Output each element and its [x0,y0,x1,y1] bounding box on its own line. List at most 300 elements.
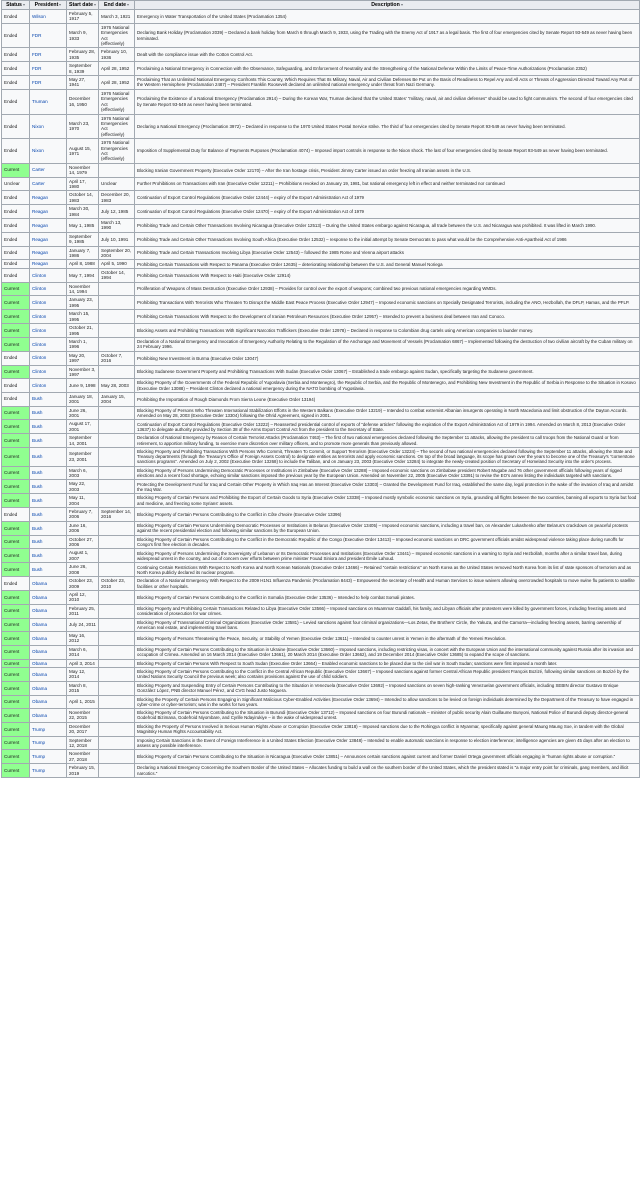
start-date-cell: August 15, 1971 [67,139,99,164]
table-row [2,722,640,736]
status-cell: Current [2,434,30,448]
col-status[interactable]: Status [2,1,30,10]
status-cell: Current [2,604,30,618]
status-cell: Ended [2,219,30,233]
end-date-cell [99,324,135,338]
end-date-cell [99,466,135,480]
table-body [2,10,640,778]
president-cell[interactable]: Obama [30,667,67,681]
description-cell: Prohibiting Certain Transactions With Respect to the Development of Iranian Petroleum Resources (Executive Order 12957) – Intended to prevent a business deal between Iran and Conoco. [135,310,640,324]
status-cell: Ended [2,508,30,522]
president-cell[interactable]: Bush [30,466,67,480]
national-emergencies-table [1,0,640,778]
president-cell[interactable]: Reagan [30,191,67,205]
table-row [2,508,640,522]
president-cell[interactable]: Bush [30,406,67,420]
end-date-cell: September 14, 2016 [99,508,135,522]
start-date-cell: June 9, 1998 [67,379,99,392]
end-date-cell [99,736,135,750]
table-row [2,365,640,379]
start-date-cell: November 3, 1997 [67,365,99,379]
president-cell[interactable]: Bush [30,549,67,563]
end-date-cell: March 13, 1990 [99,219,135,233]
end-date-cell [99,549,135,563]
end-date-cell [99,618,135,631]
status-cell: Ended [2,48,30,62]
description-cell: Prohibiting Trade and Certain Other Transactions Involving South Africa (Executive Order 12532) – response to the initial attempt by Senate Democrats to pass what would be the Comprehensive Anti-Apartheid Act of 1986 [135,232,640,246]
description-cell: Declaring Bank Holiday (Proclamation 2039) – Declared a bank holiday from March 6 through March 9, 1933, using the Trading with the Enemy Act of 1917 as a legal basis. The first of four emergencies cited by Senate Report 93-549 as never having been terminated. [135,23,640,48]
end-date-cell: July 12, 1985 [99,205,135,219]
president-cell[interactable]: Trump [30,764,67,778]
end-date-cell: 1976 National Emergencies Act (effectively) [99,114,135,139]
end-date-cell: December 20, 1983 [99,191,135,205]
end-date-cell [99,337,135,351]
table-row [2,695,640,708]
table-row [2,631,640,645]
end-date-cell: July 10, 1991 [99,232,135,246]
start-date-cell: May 20, 1997 [67,351,99,365]
description-cell: Blocking Property of Certain Persons Contributing to the Conflict in Somalia (Executive Order 13536) – Intended to help combat Somali pirates. [135,590,640,604]
table-row [2,219,640,233]
president-cell[interactable]: Reagan [30,219,67,233]
description-cell: Prohibiting Transactions With Terrorists Who Threaten To Disrupt the Middle East Peace Process (Executive Order 12947) – Imposed economic sanctions on Specially Designated Terrorists, including the ANO, Hezbollah, the DFLP, Hamas, and the PFLP. [135,296,640,310]
start-date-cell: February 15, 2019 [67,764,99,778]
end-date-cell [99,296,135,310]
start-date-cell: September 8, 1939 [67,62,99,76]
president-cell[interactable]: FDR [30,48,67,62]
end-date-cell: 1976 National Emergencies Act (effectively) [99,139,135,164]
start-date-cell: November 14, 1979 [67,163,99,177]
start-date-cell: September 23, 2001 [67,448,99,467]
status-cell: Ended [2,62,30,76]
end-date-cell: February 10, 1936 [99,48,135,62]
status-cell: Current [2,764,30,778]
status-cell: Ended [2,191,30,205]
end-date-cell [99,494,135,508]
status-cell: Current [2,420,30,434]
end-date-cell: October 14, 1994 [99,268,135,282]
president-cell[interactable]: Clinton [30,324,67,338]
description-cell: Emergency in Water Transportation of the United States (Proclamation 1354) [135,10,640,24]
description-cell: Declaring a National Emergency (Proclamation 3972) – Declared in response to the 1970 United States Postal Service strike. The third of four emergencies cited by Senate Report 93-549 as never having been terminated. [135,114,640,139]
status-cell: Current [2,736,30,750]
end-date-cell [99,695,135,708]
status-cell: Ended [2,577,30,591]
end-date-cell [99,722,135,736]
president-cell[interactable]: Trump [30,750,67,764]
description-cell: Continuation of Export Control Regulations (Executive Order 13222) – Reasserted presidential control of exports of "defense articles" following the expiration of the Export Administration Act of 1979 in 1994. Amended on March 8, 2013 (Executive Order 13637) to delegate authority provided by Section 38 of the Arms Export Control Act from the president to the Secretary of State. [135,420,640,434]
start-date-cell: June 16, 2006 [67,521,99,535]
end-date-cell [99,590,135,604]
president-cell[interactable]: Obama [30,695,67,708]
status-cell: Current [2,631,30,645]
table-row [2,618,640,631]
status-cell: Current [2,681,30,695]
table-row [2,448,640,467]
description-cell: Proclaiming the Existence of a National Emergency (Proclamation 2914) – During the Korean War, Truman declared that the United States' "military, naval, air and civilian defenses" should be used to fight communism. The second of four emergencies cited by Senate Report 93-549 as never having been terminated. [135,89,640,114]
start-date-cell: March 6, 2014 [67,645,99,659]
president-cell[interactable]: Obama [30,659,67,667]
start-date-cell: May 1, 1985 [67,219,99,233]
status-cell: Current [2,163,30,177]
start-date-cell: July 24, 2011 [67,618,99,631]
table-row [2,392,640,406]
end-date-cell [99,709,135,723]
sort-icon[interactable] [94,4,96,6]
end-date-cell [99,764,135,778]
status-cell: Current [2,549,30,563]
president-cell[interactable]: Obama [30,604,67,618]
table-row [2,590,640,604]
end-date-cell [99,631,135,645]
table-row [2,76,640,90]
president-cell[interactable]: Bush [30,563,67,577]
end-date-cell: May 28, 2003 [99,379,135,392]
president-cell[interactable]: Bush [30,508,67,522]
status-cell: Current [2,695,30,708]
end-date-cell: April 5, 1990 [99,260,135,268]
description-cell: Imposing Certain Sanctions in the Event of Foreign Interference in a United States Election (Executive Order 13848) – Intended to enable automatic sanctions in response to election interference; intelligence agencies are given 45 days after an election to assess any possible interference. [135,736,640,750]
status-cell: Current [2,722,30,736]
end-date-cell [99,448,135,467]
description-cell: Blocking Iranian Government Property (Executive Order 12170) – After the Iran hostage crisis, President Jimmy Carter issued an order freezing all Iranian assets in the U.S. [135,163,640,177]
start-date-cell: February 25, 2011 [67,604,99,618]
president-cell[interactable]: Wilson [30,10,67,24]
start-date-cell: May 22, 2003 [67,480,99,494]
sort-icon[interactable] [59,4,61,6]
header-row [2,1,640,10]
status-cell: Ended [2,139,30,164]
start-date-cell: February 28, 1935 [67,48,99,62]
president-cell[interactable]: Reagan [30,232,67,246]
col-president[interactable]: President [30,1,67,10]
table-row [2,268,640,282]
end-date-cell [99,365,135,379]
president-cell[interactable]: Obama [30,645,67,659]
start-date-cell: October 14, 1983 [67,191,99,205]
president-cell[interactable]: Bush [30,434,67,448]
table-row [2,480,640,494]
start-date-cell: April 17, 1980 [67,177,99,191]
table-row [2,351,640,365]
status-cell: Current [2,645,30,659]
president-cell[interactable]: Reagan [30,260,67,268]
start-date-cell: May 7, 1994 [67,268,99,282]
status-cell: Current [2,296,30,310]
status-cell: Current [2,750,30,764]
table-row [2,296,640,310]
start-date-cell: February 5, 1917 [67,10,99,24]
president-cell[interactable]: Truman [30,89,67,114]
start-date-cell: March 15, 1995 [67,310,99,324]
president-cell[interactable]: Bush [30,480,67,494]
table-row [2,577,640,591]
start-date-cell: January 18, 2001 [67,392,99,406]
description-cell: Blocking Property of Certain Persons Contributing to the Conflict in Côte d'Ivoire (Executive Order 13396) [135,508,640,522]
table-row [2,420,640,434]
description-cell: Blocking Property of Persons Who Threaten International Stabilization Efforts in the Western Balkans (Executive Order 13219) – Intended to combat extremist Albanian insurgents operating in North Macedonia and limit obstruction of the Dayton Accords. Amended on May 28, 2003 (Executive Order 13304) following the Ohrid Agreement, signed in 2001. [135,406,640,420]
description-cell: Blocking Property of the Governments of the Federal Republic of Yugoslavia (Serbia and Montenegro), the Republic of Serbia, and the Republic of Montenegro, and Prohibiting New Investment in the Republic of Serbia in Response to the Situation in Kosovo (Executive Order 13088) – President Clinton declared a national emergency during the NATO bombing of Yugoslavia. [135,379,640,392]
end-date-cell [99,282,135,296]
end-date-cell [99,480,135,494]
description-cell: Blocking Property of Certain Persons Undermining Democratic Processes or Institutions in Belarus (Executive Order 13405) – Imposed economic sanctions, including a travel ban, on Alexander Lukashenko after Belarus's crackdown on peaceful protests against the recent presidential election and following similar sanctions by the European Union. [135,521,640,535]
president-cell[interactable]: Bush [30,392,67,406]
end-date-cell [99,420,135,434]
description-cell: Proliferation of Weapons of Mass Destruction (Executive Order 12938) – Provides for control over the export of weapons; combined two previous national emergencies regarding WMDs. [135,282,640,296]
president-cell[interactable]: Reagan [30,205,67,219]
president-cell[interactable]: Trump [30,736,67,750]
description-cell: Blocking the Property of Certain Persons Engaging in Significant Malicious Cyber-Enabled Activities (Executive Order 13694) – Intended to allow sanctions to be levied on foreign individuals determined by the Department of the Treasury to have engaged in cyber-crime or cyber-terrorism; was in the works for two years. [135,695,640,708]
table-row [2,659,640,667]
start-date-cell: November 27, 2018 [67,750,99,764]
end-date-cell: 1976 National Emergencies Act (effectively) [99,89,135,114]
col-description[interactable]: Description [135,1,640,10]
end-date-cell [99,604,135,618]
description-cell: Blocking Property of Certain Persons Contributing to the Situation in Burundi (Executive Order 13712) – Imposed sanctions on four Burundi nationals – minister of public security Alain Guillaume Bunyoni, National Police of Burundi deputy director-general Godefroid Bizimana, Godefroid Niyombare, and Cyrille Ndayirukiye – in the wake of widespread unrest. [135,709,640,723]
end-date-cell: Unclear [99,177,135,191]
president-cell[interactable]: Obama [30,709,67,723]
end-date-cell: April 28, 1952 [99,76,135,90]
end-date-cell [99,535,135,549]
president-cell[interactable]: Carter [30,163,67,177]
table-row [2,205,640,219]
start-date-cell: October 23, 2009 [67,577,99,591]
start-date-cell: March 23, 1970 [67,114,99,139]
president-cell[interactable]: Clinton [30,296,67,310]
table-row [2,324,640,338]
description-cell: Dealt with the compliance issue with the Cotton Control Act. [135,48,640,62]
description-cell: Blocking Property of Persons Undermining Democratic Processes or Institutions in Zimbabwe (Executive Order 13288) – Imposed economic sanctions on Zimbabwe president Robert Mugabe and 76 other government officials following years of rigged elections and a recent food shortage, echoing similar sanctions imposed the previous year by the European Union. Amended on November 22, 2005 (Executive Order 13391) to revise the EO's annex listing the individuals targeted with sanctions. [135,466,640,480]
status-cell: Ended [2,246,30,260]
description-cell: Blocking Property of Transnational Criminal Organizations (Executive Order 13581) – Levied sanctions against four criminal organizations—Los Zetas, the Brothers' Circle, the Yakuza, and the Camorra—including freezing assets, barring ownership of American real estate, and implementing travel bans. [135,618,640,631]
table-row [2,466,640,480]
description-cell: Proclaiming That an Unlimited National Emergency Confronts This Country, Which Requires That Its Military, Naval, Air and Civilian Defenses Be Put on the Basis of Readiness to Repel Any and All Acts or Threats of Aggression Directed Toward Any Part of the Western Hemisphere (Proclamation 2487) – President Franklin Roosevelt declared an unlimited national emergency under threat from Nazi Germany. [135,76,640,90]
start-date-cell: January 23, 1995 [67,296,99,310]
start-date-cell: May 11, 2004 [67,494,99,508]
status-cell: Ended [2,89,30,114]
end-date-cell [99,406,135,420]
president-cell[interactable]: Clinton [30,310,67,324]
table-row [2,62,640,76]
description-cell: Continuing Certain Restrictions With Respect to North Korea and North Korean Nationals (Executive Order 13466) – Retained "certain restrictions" on North Korea as the United States removed North Korea from its list of state sponsors of terrorism and as North Korea publicly declared its nuclear program. [135,563,640,577]
status-cell: Current [2,310,30,324]
description-cell: Prohibiting Certain Transactions With Respect to Haiti (Executive Order 12914) [135,268,640,282]
president-cell[interactable]: Trump [30,722,67,736]
status-cell: Current [2,563,30,577]
table-row [2,23,640,48]
president-cell[interactable]: Nixon [30,114,67,139]
description-cell: Blocking Property of Persons Threatening the Peace, Security, or Stability of Yemen (Executive Order 13611) – Intended to counter unrest in Yemen in the aftermath of the Yemeni Revolution. [135,631,640,645]
description-cell: Blocking Property and Suspending Entry of Certain Persons Contributing to the Situation in Venezuela (Executive Order 13692) – Imposed sanctions on seven high-ranking Venezuelan government officials, including SEBIN director Gustavo Enrique González López, PNB director Manuel Pérez, and CVG head Justo Noguera. [135,681,640,695]
description-cell: Blocking Property of Certain Persons With Respect to South Sudan (Executive Order 13664) – Enabled economic sanctions to be placed due to the civil war in South Sudan; sanctions were first imposed a month later. [135,659,640,667]
table-row [2,406,640,420]
status-cell: Current [2,324,30,338]
president-cell[interactable]: Obama [30,577,67,591]
description-cell: Continuation of Export Control Regulations (Executive Order 12444) – expiry of the Export Administration Act of 1979 [135,191,640,205]
table-row [2,604,640,618]
description-cell: Prohibiting Trade and Certain Transactions Involving Libya (Executive Order 12543) – followed the 1985 Rome and Vienna airport attacks [135,246,640,260]
status-cell: Ended [2,114,30,139]
table-row [2,563,640,577]
status-cell: Ended [2,10,30,24]
start-date-cell: March 9, 1933 [67,23,99,48]
description-cell: Imposition of Supplemental Duty for Balance of Payments Purposes (Proclamation 4074) – Imposed import controls in response to the Nixon shock. The last of four emergencies cited by Senate Report 93-549 as never having been terminated. [135,139,640,164]
table-row [2,379,640,392]
sort-icon[interactable] [23,4,25,6]
end-date-cell: September 20, 2004 [99,246,135,260]
start-date-cell: March 30, 1984 [67,205,99,219]
status-cell: Current [2,337,30,351]
president-cell[interactable]: Obama [30,590,67,604]
end-date-cell: 1976 National Emergencies Act (effectively) [99,23,135,48]
start-date-cell: June 26, 2008 [67,563,99,577]
description-cell: Blocking Property of Certain Persons Contributing to the Situation in Nicaragua (Executive Order 13851) – Announces certain sanctions against current and former Daniel Ortega government officials engaging in "human rights abuse or corruption." [135,750,640,764]
status-cell: Current [2,618,30,631]
status-cell: Current [2,406,30,420]
description-cell: Declaration of a National Emergency With Respect to the 2009 H1N1 Influenza Pandemic (Proclamation 8443) – Empowered the secretary of Health and Human Services to issue waivers allowing overcrowded hospitals to move swine flu patients to satellite facilities or other hospitals. [135,577,640,591]
status-cell: Ended [2,268,30,282]
end-date-cell: January 15, 2004 [99,392,135,406]
president-cell[interactable]: Obama [30,631,67,645]
table-row [2,89,640,114]
description-cell: Blocking Property of Certain Persons Contributing to the Situation in Ukraine (Executive Order 13660) – Imposed sanctions, including restricting visas, in concert with the European Union and the international community against Russia after its invasion and occupation of Crimea. Amended on 16 March 2014 (Executive Order 13661), 20 March 2014 (Executive Order 13662), and 19 December 2014 (Executive Order 13685) to expand the scope of sanctions. [135,645,640,659]
status-cell: Ended [2,260,30,268]
president-cell[interactable]: Bush [30,448,67,467]
president-cell[interactable]: Bush [30,521,67,535]
table-row [2,535,640,549]
end-date-cell [99,659,135,667]
description-cell: Prohibiting the Importation of Rough Diamonds From Sierra Leone (Executive Order 13194) [135,392,640,406]
table-row [2,709,640,723]
start-date-cell: April 3, 2014 [67,659,99,667]
table-row [2,764,640,778]
start-date-cell: June 26, 2001 [67,406,99,420]
status-cell: Current [2,480,30,494]
status-cell: Ended [2,351,30,365]
president-cell[interactable]: Clinton [30,282,67,296]
president-cell[interactable]: Clinton [30,365,67,379]
president-cell[interactable]: Reagan [30,246,67,260]
table-row [2,750,640,764]
president-cell[interactable]: Bush [30,494,67,508]
start-date-cell: December 16, 1950 [67,89,99,114]
table-row [2,114,640,139]
sort-icon[interactable] [401,4,403,6]
description-cell: Blocking Property of Persons Undermining the Sovereignty of Lebanon or Its Democratic Processes and Institutions (Executive Order 13441) – Imposed economic sanctions in a warning to Syria and Hezbollah, months after a similar travel ban, during widespread unrest in the country, and out of concern over efforts between prime minister Fouad Siniora and president Émile Lahoud. [135,549,640,563]
table-row [2,645,640,659]
president-cell[interactable]: Clinton [30,351,67,365]
start-date-cell: February 7, 2006 [67,508,99,522]
president-cell[interactable]: Bush [30,420,67,434]
end-date-cell [99,563,135,577]
description-cell: Continuation of Export Control Regulations (Executive Order 12470) – expiry of the Export Administration Act of 1979 [135,205,640,219]
start-date-cell: April 1, 2015 [67,695,99,708]
status-cell: Current [2,365,30,379]
end-date-cell [99,645,135,659]
start-date-cell: September 14, 2001 [67,434,99,448]
status-cell: Current [2,494,30,508]
status-cell: Ended [2,23,30,48]
status-cell: Current [2,709,30,723]
table-row [2,163,640,177]
table-row [2,282,640,296]
start-date-cell: March 6, 2003 [67,466,99,480]
table-row [2,494,640,508]
description-cell: Protecting the Development Fund for Iraq and Certain Other Property in Which Iraq Has an Interest (Executive Order 13303) – Granted the Development Fund for Iraq, established the same day, legal protection in the wake of the invasion of Iraq and amidst the Iraq War. [135,480,640,494]
table-row [2,736,640,750]
status-cell: Current [2,521,30,535]
end-date-cell [99,434,135,448]
description-cell: Blocking Property and Prohibiting Transactions With Persons Who Commit, Threaten To Commit, or Support Terrorism (Executive Order 13224) – The second of two national emergencies declared following the September 11 attacks, allowing the State and Treasury departments (through the Treasury's Office of Foreign Assets Control) to designate entities as terrorists and apply economic sanctions. On top of the broad language, its scope has grown over the years to become one of the Treasury's "cornerstone sanctions programs". Amended on July 2, 2002 (Executive Order 13268) to include the Taliban, and on January 23, 2003 (Executive Order 13284) to integrate the newly-created position of Secretary of Homeland Security into the order's process. [135,448,640,467]
status-cell: Ended [2,232,30,246]
start-date-cell: April 8, 1988 [67,260,99,268]
end-date-cell [99,667,135,681]
end-date-cell: April 28, 1952 [99,62,135,76]
table-row [2,310,640,324]
start-date-cell: March 1, 1996 [67,337,99,351]
start-date-cell: May 27, 1941 [67,76,99,90]
table-row [2,48,640,62]
start-date-cell: December 20, 2017 [67,722,99,736]
table-row [2,246,640,260]
description-cell: Blocking Property of Certain Persons Contributing to the Conflict in the Democratic Republic of the Congo (Executive Order 13413) – Imposed economic sanctions on DRC government officials amidst widespread violence taking place during runoffs for Congo's first free election in decades. [135,535,640,549]
start-date-cell: August 1, 2007 [67,549,99,563]
president-cell[interactable]: FDR [30,23,67,48]
status-cell: Ended [2,379,30,392]
end-date-cell [99,163,135,177]
table-row [2,139,640,164]
start-date-cell: November 22, 2015 [67,709,99,723]
sort-icon[interactable] [127,4,129,6]
description-cell: Blocking Property of Certain Persons Contributing to the Conflict in the Central African Republic (Executive Order 13667) – Imposed sanctions against former Central African Republic president François Bozizé, following similar sanctions on Bozizé by the United Nations Security Council the previous week; also contains provisions against the use of child soldiers. [135,667,640,681]
description-cell: Blocking Property and Prohibiting Certain Transactions Related to Libya (Executive Order 13566) – Imposed sanctions on Muammar Gaddafi, his family, and Libyan officials after protesters were killed by government forces, including freezing assets and consideration of prosecution for war crimes. [135,604,640,618]
table-row [2,337,640,351]
description-cell: Declaration of a National Emergency and Invocation of Emergency Authority Relating to the Regulation of the Anchorage and Movement of Vessels (Proclamation 6867) – Implemented following the destruction of two civilian aircraft by the Cuban military on 24 February 1996. [135,337,640,351]
description-cell: Prohibiting New Investment in Burma (Executive Order 13047) [135,351,640,365]
start-date-cell: May 16, 2012 [67,631,99,645]
col-start-date[interactable]: Start date [67,1,99,10]
status-cell: Current [2,659,30,667]
president-cell[interactable]: Bush [30,535,67,549]
description-cell: Further Prohibitions on Transactions with Iran (Executive Order 12211) – Prohibitions revoked on January 19, 1981, but national emergency left in effect and neither terminated nor continued [135,177,640,191]
start-date-cell: October 27, 2006 [67,535,99,549]
start-date-cell: October 21, 1995 [67,324,99,338]
status-cell: Unclear [2,177,30,191]
description-cell: Declaring a National Emergency Concerning the Southern Border of the United States – Allocates funding to build a wall on the southern border of the United States, which the president stated is "a major entry point for criminals, gang members, and illicit narcotics." [135,764,640,778]
end-date-cell: October 23, 2010 [99,577,135,591]
start-date-cell: March 8, 2015 [67,681,99,695]
start-date-cell: September 9, 1985 [67,232,99,246]
col-end-date[interactable]: End date [99,1,135,10]
president-cell[interactable]: FDR [30,76,67,90]
president-cell[interactable]: Obama [30,618,67,631]
president-cell[interactable]: Obama [30,681,67,695]
start-date-cell: May 12, 2014 [67,667,99,681]
description-cell: Blocking Sudanese Government Property and Prohibiting Transactions With Sudan (Executive Order 13067) – Established a trade embargo against Sudan, specifically targeting the Sudanese government. [135,365,640,379]
table-row [2,232,640,246]
president-cell[interactable]: Nixon [30,139,67,164]
president-cell[interactable]: Clinton [30,337,67,351]
president-cell[interactable]: Clinton [30,379,67,392]
president-cell[interactable]: FDR [30,62,67,76]
status-cell: Current [2,448,30,467]
president-cell[interactable]: Clinton [30,268,67,282]
table-row [2,10,640,24]
status-cell: Current [2,282,30,296]
description-cell: Blocking Property of Certain Persons and Prohibiting the Export of Certain Goods to Syria (Executive Order 13338) – Imposed mostly symbolic economic sanctions on Syria, grounding all flights between the two countries, banning all exports to Syria but food and medicine, and freezing some Syrians' assets. [135,494,640,508]
president-cell[interactable]: Carter [30,177,67,191]
start-date-cell: August 17, 2001 [67,420,99,434]
